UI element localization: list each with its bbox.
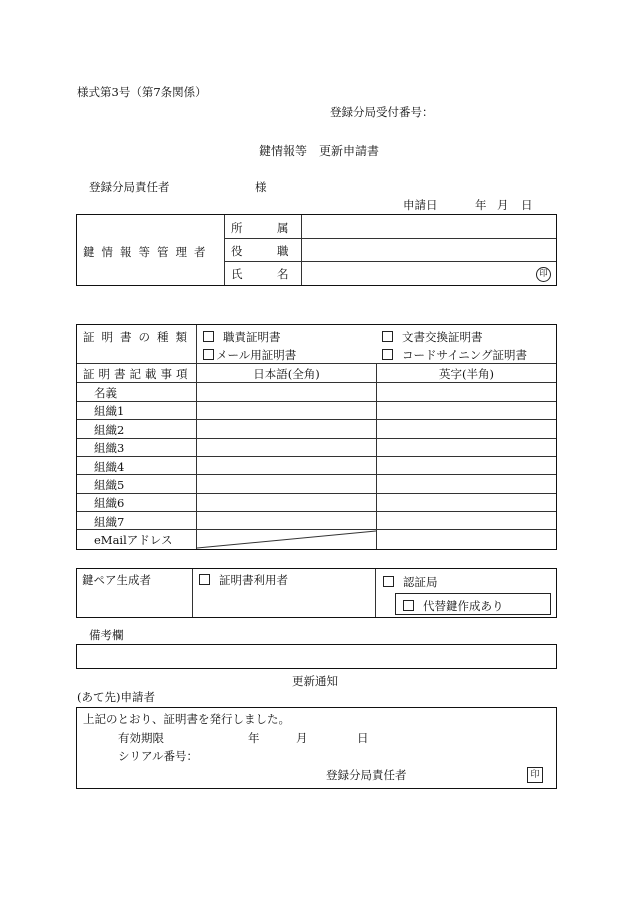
type-option-mail[interactable]: メール用証明書 [203, 347, 296, 363]
remarks-label: 備考欄 [89, 628, 124, 642]
keypair-option-substitute[interactable]: 代替鍵作成あり [403, 598, 504, 614]
column-english: 英字(半角) [439, 367, 494, 381]
email-japanese-strike [197, 530, 376, 549]
validity-day: 日 [357, 731, 369, 745]
application-date-year: 年 [475, 198, 487, 212]
type-option-document-exchange[interactable]: 文書交換証明書 [382, 329, 483, 345]
row-label-org7: 組織7 [94, 515, 125, 529]
form-number: 様式第3号（第7条関係） [77, 85, 207, 99]
position-label: 役 職 [231, 244, 289, 258]
validity-label: 有効期限 [118, 731, 164, 745]
row-label-org2: 組織2 [94, 423, 125, 437]
notice-box [76, 707, 557, 789]
application-date-day: 日 [521, 198, 533, 212]
type-option-duty[interactable]: 職責証明書 [203, 329, 281, 345]
row-label-name: 名義 [94, 386, 117, 400]
application-date-label: 申請日 [403, 198, 438, 212]
checkbox-icon [382, 331, 393, 342]
seal-icon: 印 [527, 767, 543, 783]
notice-title: 更新通知 [292, 674, 338, 688]
notice-message: 上記のとおり、証明書を発行しました。 [83, 712, 290, 726]
application-date-month: 月 [497, 198, 509, 212]
checkbox-icon [403, 600, 414, 611]
row-label-org3: 組織3 [94, 441, 125, 455]
certificate-type-label: 証明書の種類 [83, 330, 194, 344]
addressee-suffix: 様 [255, 180, 267, 194]
remarks-field[interactable] [76, 644, 557, 669]
name-field[interactable] [303, 262, 533, 284]
items-label: 証明書記載事項 [83, 367, 192, 381]
keypair-label: 鍵ペア生成者 [82, 573, 151, 587]
substitute-key-box [395, 593, 551, 615]
name-label: 氏 名 [231, 267, 289, 281]
row-label-org6: 組織6 [94, 496, 125, 510]
certificate-table [76, 324, 557, 550]
row-label-org4: 組織4 [94, 460, 125, 474]
checkbox-icon [203, 349, 214, 360]
manager-heading: 鍵情報等管理者 [83, 245, 213, 259]
row-label-org5: 組織5 [94, 478, 125, 492]
row-label-org1: 組織1 [94, 404, 125, 418]
manager-table [76, 214, 557, 286]
type-option-code-signing[interactable]: コードサイニング証明書 [382, 347, 527, 363]
validity-year: 年 [248, 731, 260, 745]
checkbox-icon [383, 576, 394, 587]
receipt-number-label: 登録分局受付番号： [330, 105, 434, 119]
column-japanese: 日本語(全角) [253, 367, 320, 381]
keypair-option-user[interactable]: 証明書利用者 [199, 572, 288, 588]
addressee: 登録分局責任者 [89, 180, 170, 194]
notice-addressee: (あて先)申請者 [77, 690, 155, 704]
validity-month: 月 [296, 731, 308, 745]
checkbox-icon [199, 574, 210, 585]
seal-icon: 印 [536, 267, 551, 282]
keypair-table [76, 568, 557, 618]
row-label-email: eMailアドレス [94, 533, 173, 547]
page-title: 鍵情報等 更新申請書 [259, 144, 380, 158]
affiliation-label: 所 属 [231, 221, 289, 235]
serial-label: シリアル番号： [118, 749, 199, 763]
issuer-label: 登録分局責任者 [326, 768, 407, 782]
keypair-option-ca[interactable]: 認証局 [383, 574, 438, 590]
checkbox-icon [382, 349, 393, 360]
checkbox-icon [203, 331, 214, 342]
position-field[interactable] [303, 239, 555, 261]
affiliation-field[interactable] [303, 216, 555, 238]
